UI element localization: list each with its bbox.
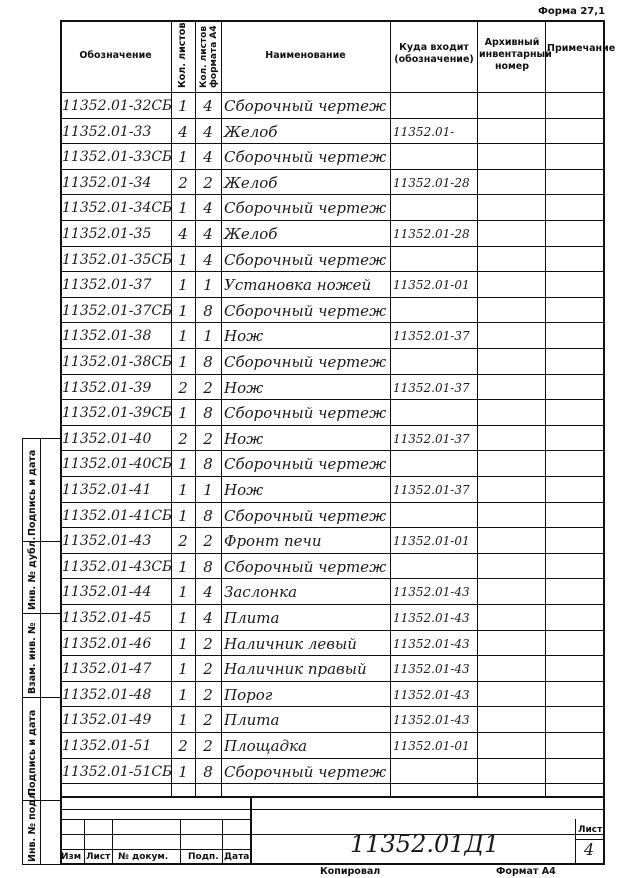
row-designation: 11352.01-43СБ [62, 558, 173, 575]
header-designation: Обозначение [79, 50, 152, 61]
row-designation: 11352.01-51СБ [62, 763, 173, 780]
row-name: Сборочный чертеж [224, 148, 387, 167]
row-designation: 11352.01-34 [62, 174, 152, 191]
row-designation: 11352.01-47 [62, 661, 152, 678]
row-a4-sheets: 8 [203, 353, 213, 371]
header-a4-count: Кол. листов формата А4 [199, 25, 219, 88]
row-name: Площадка [224, 737, 308, 755]
row-name: Фронт печи [224, 532, 322, 551]
header-name: Наименование [265, 50, 346, 61]
row-where-used: 11352.01-01 [393, 278, 470, 293]
row-where-used: 11352.01-43 [393, 611, 470, 625]
row-name: Сборочный чертеж [224, 97, 387, 115]
row-a4-sheets: 4 [203, 97, 213, 115]
row-name: Желоб [224, 173, 278, 192]
row-designation: 11352.01-33 [62, 123, 152, 140]
row-designation: 11352.01-35 [62, 226, 152, 242]
row-name: Желоб [224, 225, 278, 243]
row-where-used: 11352.01-37 [393, 380, 470, 395]
row-a4-sheets: 2 [203, 737, 213, 755]
row-sheets: 2 [178, 429, 188, 448]
row-sheets: 1 [178, 685, 188, 704]
row-sheets: 1 [178, 353, 188, 371]
row-name: Плита [224, 711, 280, 730]
row-where-used: 11352.01- [393, 124, 455, 139]
row-name: Сборочный чертеж [224, 199, 387, 218]
row-where-used: 11352.01-28 [393, 227, 470, 241]
side-label-dup-inv: Инв. № дубл. [27, 536, 38, 610]
row-a4-sheets: 8 [203, 301, 213, 320]
row-designation: 11352.01-38СБ [62, 354, 173, 370]
row-sheets: 2 [178, 737, 188, 755]
row-a4-sheets: 2 [203, 711, 213, 730]
row-name: Сборочный чертеж [224, 250, 387, 269]
row-sheets: 1 [178, 609, 188, 627]
row-sheets: 1 [178, 301, 188, 320]
row-a4-sheets: 2 [203, 634, 213, 653]
row-name: Нож [224, 429, 264, 448]
row-name: Нож [224, 378, 264, 397]
header-where-used: Куда входит (обозначение) [394, 42, 474, 65]
header-archive-no: Архивный инвентарный номер [479, 37, 552, 72]
row-sheets: 1 [178, 506, 188, 525]
row-designation: 11352.01-49 [62, 712, 152, 729]
title-col-sign: Подп. [188, 852, 219, 862]
row-a4-sheets: 4 [203, 609, 213, 627]
form-label: Форма 27,1 [538, 6, 606, 17]
row-designation: 11352.01-39 [62, 379, 152, 396]
row-sheets: 1 [178, 711, 188, 730]
row-name: Сборочный чертеж [224, 301, 387, 320]
row-where-used: 11352.01-28 [393, 175, 470, 190]
row-where-used: 11352.01-37 [393, 483, 470, 497]
row-designation: 11352.01-37СБ [62, 302, 173, 319]
row-name: Сборочный чертеж [224, 404, 387, 423]
row-sheets: 1 [178, 634, 188, 653]
row-designation: 11352.01-40СБ [62, 456, 173, 473]
header-note: Примечание [547, 43, 616, 54]
row-designation: 11352.01-40 [62, 430, 152, 447]
row-sheets: 2 [178, 378, 188, 397]
row-a4-sheets: 4 [203, 148, 213, 167]
row-designation: 11352.01-43 [62, 533, 152, 550]
row-sheets: 1 [178, 481, 188, 499]
row-a4-sheets: 8 [203, 506, 213, 525]
row-name: Сборочный чертеж [224, 353, 387, 371]
row-a4-sheets: 2 [203, 378, 213, 397]
row-name: Наличник левый [224, 634, 357, 653]
row-name: Сборочный чертеж [224, 506, 387, 525]
row-name: Порог [224, 685, 273, 704]
row-designation: 11352.01-45 [62, 610, 152, 626]
row-a4-sheets: 1 [203, 481, 213, 499]
row-sheets: 1 [178, 327, 188, 346]
row-name: Сборочный чертеж [224, 762, 387, 781]
row-name: Желоб [224, 122, 278, 141]
row-sheets: 1 [178, 250, 188, 269]
row-sheets: 1 [178, 404, 188, 423]
row-sheets: 1 [178, 455, 188, 474]
row-name: Нож [224, 327, 264, 346]
row-designation: 11352.01-32СБ [62, 98, 173, 114]
row-sheets: 1 [178, 762, 188, 781]
row-designation: 11352.01-41 [62, 482, 152, 498]
row-where-used: 11352.01-43 [393, 662, 470, 677]
row-name: Нож [224, 481, 264, 499]
row-sheets: 2 [178, 173, 188, 192]
row-a4-sheets: 4 [203, 225, 213, 243]
row-designation: 11352.01-39СБ [62, 405, 173, 422]
row-a4-sheets: 8 [203, 557, 213, 576]
row-sheets: 1 [178, 583, 188, 602]
header-sheets-count: Кол. листов [177, 22, 188, 88]
footer-format: Формат А4 [496, 866, 556, 877]
row-a4-sheets: 4 [203, 122, 213, 141]
row-sheets: 1 [178, 148, 188, 167]
row-name: Установка ножей [224, 276, 372, 295]
row-designation: 11352.01-44 [62, 584, 152, 601]
side-label-orig-inv: Инв. № подл. [27, 788, 38, 862]
row-designation: 11352.01-51 [62, 738, 152, 754]
row-a4-sheets: 8 [203, 762, 213, 781]
sheet-number: 4 [584, 840, 595, 859]
row-where-used: 11352.01-43 [393, 585, 470, 600]
row-name: Плита [224, 609, 280, 627]
row-a4-sheets: 2 [203, 532, 213, 551]
row-sheets: 2 [178, 532, 188, 551]
row-name: Заслонка [224, 583, 298, 602]
row-where-used: 11352.01-43 [393, 713, 470, 728]
row-sheets: 1 [178, 97, 188, 115]
row-name: Сборочный чертеж [224, 455, 387, 474]
row-designation: 11352.01-33СБ [62, 149, 173, 166]
row-a4-sheets: 2 [203, 173, 213, 192]
title-col-list: Лист [86, 852, 111, 862]
row-a4-sheets: 2 [203, 660, 213, 679]
row-designation: 11352.01-34СБ [62, 200, 173, 217]
sheet-label: Лист [578, 825, 603, 835]
row-designation: 11352.01-37 [62, 277, 152, 294]
row-sheets: 1 [178, 557, 188, 576]
row-where-used: 11352.01-01 [393, 739, 470, 753]
row-sheets: 1 [178, 660, 188, 679]
row-designation: 11352.01-46 [62, 635, 152, 652]
title-col-date: Дата [224, 852, 250, 862]
row-a4-sheets: 4 [203, 199, 213, 218]
row-a4-sheets: 1 [203, 276, 213, 295]
row-sheets: 4 [178, 225, 188, 243]
row-designation: 11352.01-48 [62, 686, 152, 703]
row-a4-sheets: 2 [203, 429, 213, 448]
row-where-used: 11352.01-43 [393, 636, 470, 651]
row-a4-sheets: 1 [203, 327, 213, 346]
row-sheets: 1 [178, 276, 188, 295]
title-col-izm: Изм [61, 852, 82, 862]
title-col-doc-no: № докум. [118, 852, 169, 862]
row-name: Сборочный чертеж [224, 557, 387, 576]
row-a4-sheets: 4 [203, 583, 213, 602]
side-label-sign-date-2: Подпись и дата [27, 709, 38, 796]
row-name: Наличник правый [224, 660, 367, 679]
row-sheets: 4 [178, 122, 188, 141]
row-designation: 11352.01-41СБ [62, 507, 173, 524]
row-a4-sheets: 8 [203, 404, 213, 423]
row-where-used: 11352.01-37 [393, 329, 470, 344]
side-label-replace-inv: Взам. инв. № [27, 622, 38, 694]
row-where-used: 11352.01-43 [393, 687, 470, 702]
footer-copied: Копировал [320, 866, 381, 877]
row-sheets: 1 [178, 199, 188, 218]
row-a4-sheets: 8 [203, 455, 213, 474]
row-where-used: 11352.01-37 [393, 431, 470, 446]
row-designation: 11352.01-35СБ [62, 251, 173, 268]
document-code: 11352.01Д1 [350, 830, 500, 858]
side-label-sign-date-1: Подпись и дата [27, 449, 38, 536]
row-a4-sheets: 4 [203, 250, 213, 269]
row-where-used: 11352.01-01 [393, 534, 470, 549]
row-designation: 11352.01-38 [62, 328, 152, 345]
row-a4-sheets: 2 [203, 685, 213, 704]
